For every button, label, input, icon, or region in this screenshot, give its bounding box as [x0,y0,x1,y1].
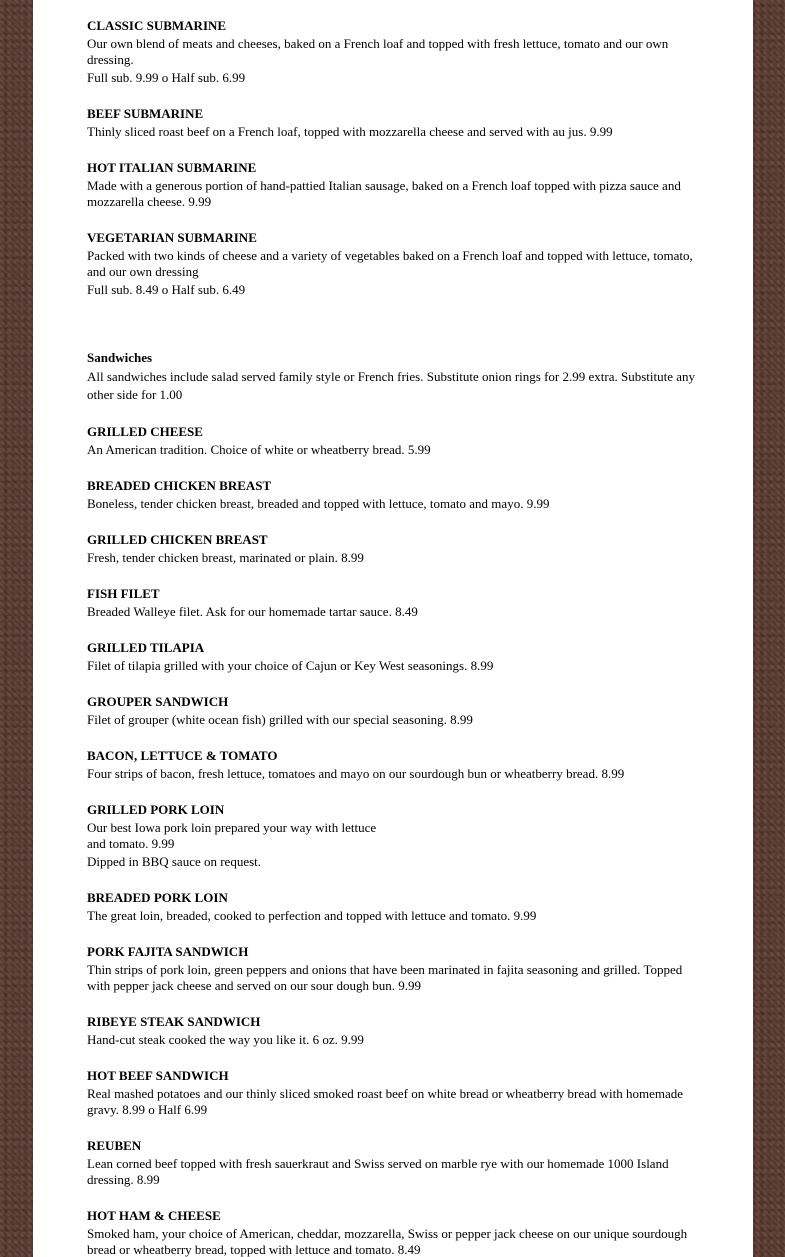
menu-item-description: Thinly sliced roast beef on a French loaf, topped with mozzarella cheese and served with au jus. 9.99 [87,124,613,139]
menu-item-title: HOT ITALIAN SUBMARINE [87,160,257,175]
menu-item-title: HOT BEEF SANDWICH [87,1068,229,1083]
menu-item-title: BACON, LETTUCE & TOMATO [87,748,278,763]
menu-item-ribeye-steak-sandwich [87,1014,699,1048]
menu-item-title: VEGETARIAN SUBMARINE [87,230,257,245]
menu-item-description: Hand-cut steak cooked the way you like it. 6 oz. 9.99 [87,1032,364,1047]
menu-item-note: Dipped in BBQ sauce on request. [87,854,262,869]
menu-item-description: Filet of grouper (white ocean fish) grilled with our special seasoning. 8.99 [87,712,473,727]
menu-item-description: Thin strips of pork loin, green peppers and onions that have been marinated in fajita seasoning and grilled. Topped with pepper jack cheese and served on our sour dough bun. 9.99 [87,962,683,993]
section-note: All sandwiches include salad served family style or French fries. Substitute onion rings for 2.99 extra. Substitute any other side for 1.00 [87,369,695,402]
menu-item-beef-submarine [87,106,699,140]
menu-item-description: Our own blend of meats and cheeses, baked on a French loaf and topped with fresh lettuce, tomato and our own dressing. [87,36,669,67]
menu-item-price: Full sub. 8.49 o Half sub. 6.49 [87,282,246,297]
menu-item-title: HOT HAM & CHEESE [87,1208,221,1223]
menu-item-description: The great loin, breaded, cooked to perfection and topped with lettuce and tomato. 9.99 [87,908,537,923]
menu-item-description: Breaded Walleye filet. Ask for our homemade tartar sauce. 8.49 [87,604,418,619]
menu-item-title: GRILLED CHEESE [87,424,203,439]
menu-item-grilled-cheese [87,424,699,458]
menu-item-description: An American tradition. Choice of white or wheatberry bread. 5.99 [87,442,431,457]
section-title-sandwiches: Sandwiches [87,350,153,365]
menu-item-title: GRILLED CHICKEN BREAST [87,532,268,547]
menu-item-title: BREADED CHICKEN BREAST [87,478,272,493]
menu-item-blt [87,748,699,782]
menu-item-grilled-pork-loin [87,802,699,870]
menu-item-description: Our best Iowa pork loin prepared your way with lettuce and tomato. 9.99 [87,820,377,851]
menu-item-description: Packed with two kinds of cheese and a variety of vegetables baked on a French loaf and topped with lettuce, tomato, and our own dressing [87,248,693,279]
menu-item-reuben [87,1138,699,1188]
menu-item-fish-filet [87,586,699,620]
menu-item-title: BREADED PORK LOIN [87,890,228,905]
menu-item-title: RIBEYE STEAK SANDWICH [87,1014,261,1029]
menu-item-description: Made with a generous portion of hand-pattied Italian sausage, baked on a French loaf topped with pizza sauce and mozzarella cheese. 9.99 [87,178,681,209]
menu-item-grilled-chicken-breast [87,532,699,566]
menu-item-title: GRILLED PORK LOIN [87,802,225,817]
menu-item-hot-italian-submarine [87,160,699,210]
menu-item-vegetarian-submarine [87,230,699,298]
menu-item-description: Real mashed potatoes and our thinly sliced smoked roast beef on white bread or wheatberry bread with homemade gravy. 8.99 o Half 6.99 [87,1086,684,1117]
menu-item-grilled-tilapia [87,640,699,674]
menu-item-hot-beef-sandwich [87,1068,699,1118]
menu-item-description: Boneless, tender chicken breast, breaded and topped with lettuce, tomato and mayo. 9.99 [87,496,550,511]
menu-item-description: Filet of tilapia grilled with your choice of Cajun or Key West seasonings. 8.99 [87,658,494,673]
menu-page [33,0,753,1257]
menu-item-title: GROUPER SANDWICH [87,694,229,709]
menu-item-title: REUBEN [87,1138,142,1153]
menu-item-hot-ham-and-cheese [87,1208,699,1257]
menu-item-title: FISH FILET [87,586,160,601]
menu-item-breaded-chicken-breast [87,478,699,512]
menu-item-pork-fajita-sandwich [87,944,699,994]
menu-item-breaded-pork-loin [87,890,699,924]
menu-item-description: Fresh, tender chicken breast, marinated or plain. 8.99 [87,550,364,565]
menu-item-title: CLASSIC SUBMARINE [87,18,227,33]
menu-item-title: BEEF SUBMARINE [87,106,204,121]
menu-item-description: Four strips of bacon, fresh lettuce, tomatoes and mayo on our sourdough bun or wheatberry bread. 8.99 [87,766,625,781]
menu-item-classic-submarine [87,18,699,86]
menu-item-title: PORK FAJITA SANDWICH [87,944,249,959]
menu-item-description: Smoked ham, your choice of American, cheddar, mozzarella, Swiss or pepper jack cheese on our unique sourdough bread or wheatberry bread, topped with lettuce and tomato. 8.49 [87,1226,688,1257]
menu-content [87,18,699,1257]
menu-item-description: Lean corned beef topped with fresh sauerkraut and Swiss served on marble rye with our homemade 1000 Island dressing. 8.99 [87,1156,669,1187]
menu-item-price: Full sub. 9.99 o Half sub. 6.99 [87,70,246,85]
menu-item-title: GRILLED TILAPIA [87,640,205,655]
menu-item-grouper-sandwich [87,694,699,728]
